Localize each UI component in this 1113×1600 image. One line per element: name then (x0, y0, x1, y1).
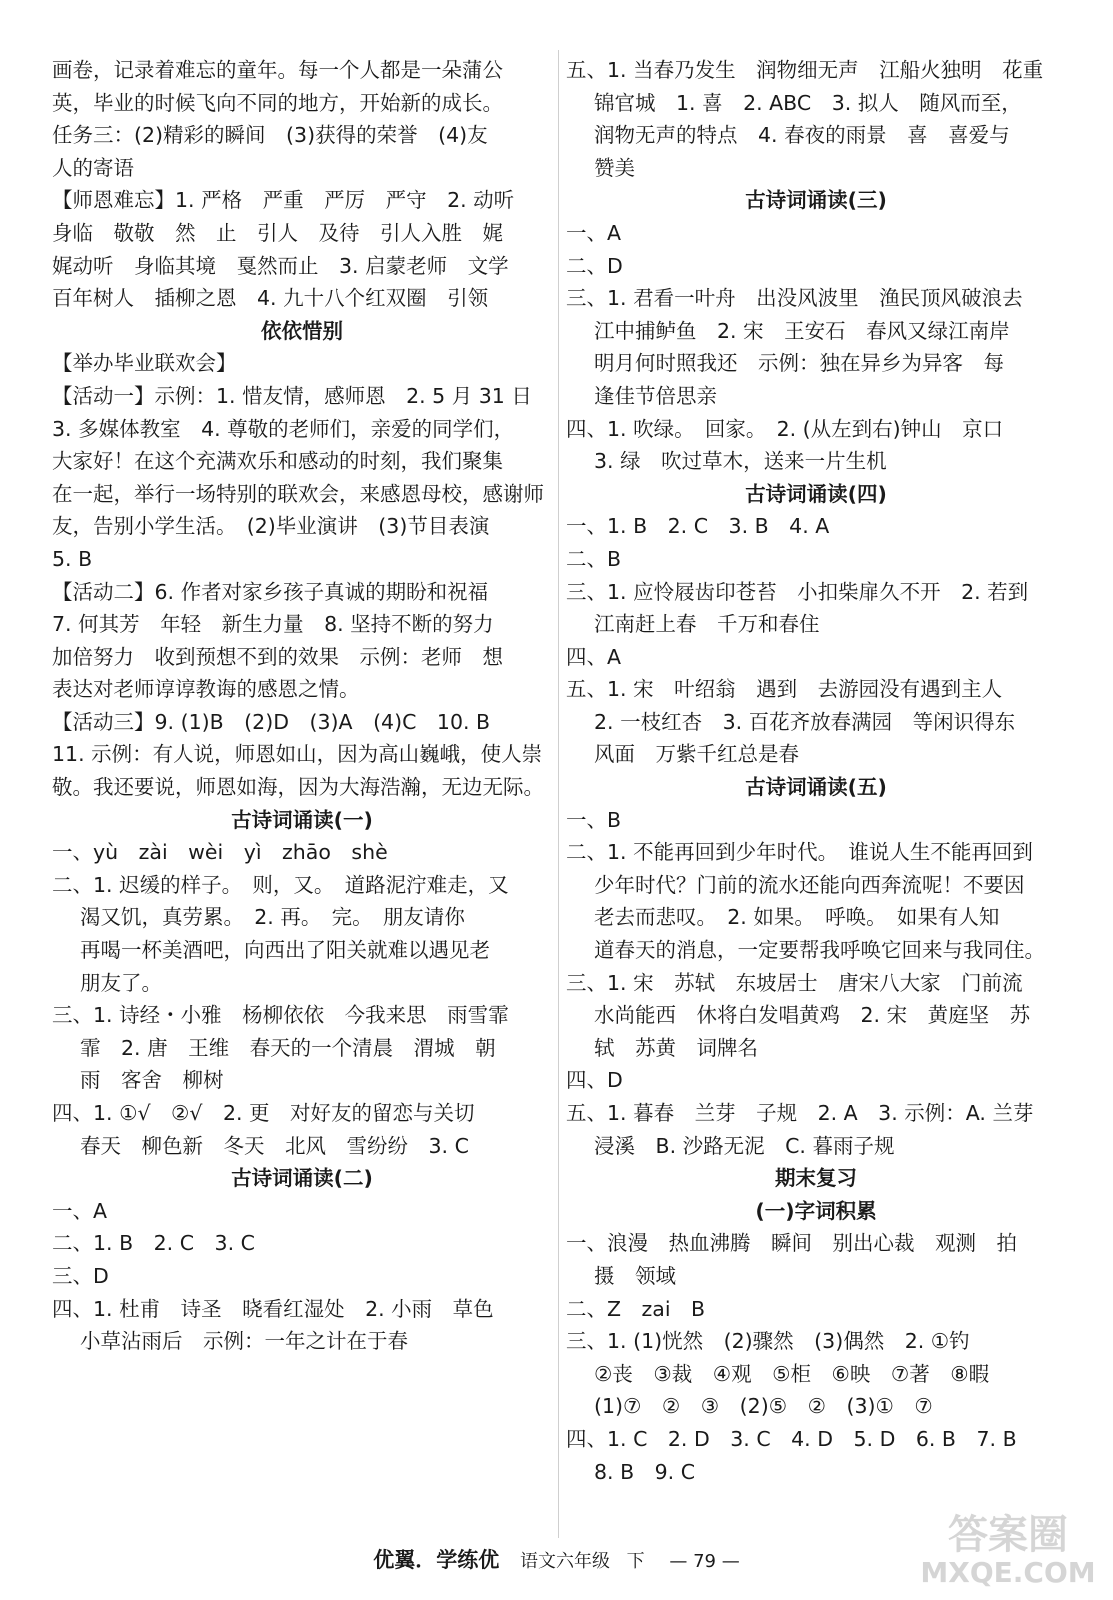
answer-line: 水尚能西 休将白发唱黄鸡 2. 宋 黄庭坚 苏 (594, 1003, 1031, 1028)
answer-line: 【活动一】示例：1. 惜友情，感师恩 2. 5 月 31 日 (52, 383, 532, 408)
answer-line: 加倍努力 收到预想不到的效果 示例：老师 想 (52, 644, 503, 669)
answer-line: 渴又饥，真劳累。 2. 再。 完。 朋友请你 (80, 905, 465, 930)
answer-line: 四、1. ①√ ②√ 2. 更 对好友的留恋与关切 (52, 1101, 475, 1125)
answer-line: 赞美 (594, 155, 635, 180)
answer-line: 二、Z zai B (566, 1296, 706, 1321)
answer-line: 四、D (566, 1068, 623, 1093)
answer-line: 锦官城 1. 喜 2. ABC 3. 拟人 随风而至， (594, 90, 1022, 115)
answer-line: 四、A (566, 644, 622, 669)
answer-line: 【举办毕业联欢会】 (52, 351, 237, 376)
column-divider (558, 50, 559, 1538)
answer-line: 风面 万紫千红总是春 (594, 742, 799, 767)
answer-line: 道春天的消息，一定要帮我呼唤它回来与我同住。 (594, 938, 1045, 963)
answer-line: 四、1. 吹绿。 回家。 2. (从左到右)钟山 京口 (566, 416, 1004, 441)
answer-line: 7. 何其芳 年轻 新生力量 8. 坚持不断的努力 (52, 612, 494, 637)
answer-line: 身临 敬敬 然 止 引人 及待 引人入胜 娓 (52, 220, 503, 245)
answer-line: 在一起，举行一场特别的联欢会，来感恩母校，感谢师 (52, 481, 544, 506)
answer-line: 5. B (52, 546, 93, 571)
answer-line: 雨 客舍 柳树 (80, 1068, 224, 1093)
answer-line: 友，告别小学生活。 (2)毕业演讲 (3)节目表演 (52, 514, 490, 539)
section-heading: 古诗词诵读(三) (745, 188, 887, 213)
answer-line: 【师恩难忘】1. 严格 严重 严厉 严守 2. 动听 (52, 188, 515, 213)
section-heading: 期末复习 (775, 1166, 857, 1191)
answer-line: 江中捕鲈鱼 2. 宋 王安石 春风又绿江南岸 (594, 318, 1010, 343)
answer-line: 娓动听 身临其境 戛然而止 3. 启蒙老师 文学 (52, 253, 509, 278)
answer-line: 五、1. 暮春 兰芽 子规 2. A 3. 示例：A. 兰芽 (566, 1101, 1034, 1125)
answer-line: 再喝一杯美酒吧，向西出了阳关就难以遇见老 (80, 938, 490, 963)
answer-line: 任务三：(2)精彩的瞬间 (3)获得的荣誉 (4)友 (52, 123, 488, 148)
section-heading: 古诗词诵读(一) (231, 807, 373, 832)
answer-line: 润物无声的特点 4. 春夜的雨景 喜 喜爱与 (594, 123, 1010, 148)
footer-subject: 语文六年级 (519, 1551, 610, 1572)
watermark-title: 答案圈 (948, 1512, 1068, 1558)
answer-line: 三、1. 宋 苏轼 东坡居士 唐宋八大家 门前流 (566, 970, 1023, 995)
watermark-url: MXQE.COM (920, 1556, 1096, 1589)
answer-line: 【活动三】9. (1)B (2)D (3)A (4)C 10. B (52, 709, 491, 734)
answer-line: 三、D (52, 1263, 109, 1288)
answer-line: 五、1. 宋 叶绍翁 遇到 去游园没有遇到主人 (566, 677, 1003, 702)
answer-line: 一、1. B 2. C 3. B 4. A (566, 514, 830, 539)
answer-line: 英，毕业的时候飞向不同的地方，开始新的成长。 (52, 90, 503, 115)
answer-line: 二、B (566, 546, 622, 571)
answer-line: 敬。我还要说，师恩如海，因为大海浩瀚，无边无际。 (52, 775, 544, 800)
answer-line: 春天 柳色新 冬天 北风 雪纷纷 3. C (80, 1133, 469, 1158)
answer-line: ②丧 ③裁 ④观 ⑤柜 ⑥映 ⑦著 ⑧暇 (594, 1361, 990, 1386)
answer-line: 大家好！在这个充满欢乐和感动的时刻，我们聚集 (52, 449, 503, 474)
answer-line: 画卷，记录着难忘的童年。每一个人都是一朵蒲公 (52, 58, 503, 82)
answer-line: 轼 苏黄 词牌名 (594, 1035, 758, 1060)
answer-line: 一、A (52, 1198, 108, 1223)
answer-line: 四、1. 杜甫 诗圣 晓看红湿处 2. 小雨 草色 (52, 1296, 494, 1321)
answer-line: 三、1. 诗经・小雅 杨柳依依 今我来思 雨雪霏 (52, 1003, 509, 1028)
answer-line: 霏 2. 唐 王维 春天的一个清晨 渭城 朝 (80, 1035, 496, 1060)
answer-line: 三、1. (1)恍然 (2)骤然 (3)偶然 2. ①钓 (566, 1329, 970, 1354)
answer-line: 二、1. 迟缓的样子。 则，又。 道路泥泞难走，又 (52, 872, 509, 897)
watermark-logo (913, 1500, 1103, 1592)
page-number: — 79 — (669, 1551, 740, 1572)
answer-line: 摄 领域 (594, 1263, 676, 1288)
section-heading: (一)字词积累 (755, 1198, 877, 1223)
section-heading: 古诗词诵读(四) (745, 481, 887, 506)
answer-line: 老去而悲叹。 2. 如果。 呼唤。 如果有人知 (594, 905, 1000, 930)
answer-line: 少年时代？门前的流水还能向西奔流呢！不要因 (594, 872, 1025, 897)
answer-line: 朋友了。 (80, 970, 162, 995)
answer-line: 8. B 9. C (594, 1459, 696, 1484)
answer-line: 一、A (566, 220, 622, 245)
answer-line: 二、D (566, 253, 623, 278)
answer-line: 逢佳节倍思亲 (594, 383, 717, 408)
answer-line: 表达对老师谆谆教诲的感恩之情。 (52, 677, 360, 702)
answer-line: 三、1. 君看一叶舟 出没风波里 渔民顶风破浪去 (566, 286, 1023, 311)
answer-line: 三、1. 应怜屐齿印苍苔 小扣柴扉久不开 2. 若到 (566, 579, 1029, 604)
answer-line: 人的寄语 (52, 155, 134, 180)
answer-line: (1)⑦ ② ③ (2)⑤ ② (3)① ⑦ (594, 1394, 933, 1419)
answer-line: 江南赶上春 千万和春住 (594, 612, 820, 637)
answer-line: 五、1. 当春乃发生 润物细无声 江船火独明 花重 (566, 58, 1044, 82)
answer-line: 四、1. C 2. D 3. C 4. D 5. D 6. B 7. B (566, 1426, 1017, 1451)
answer-line: 一、浪漫 热血沸腾 瞬间 别出心裁 观测 拍 (566, 1231, 1017, 1256)
footer-volume: 下 (626, 1551, 645, 1572)
left-column (52, 54, 552, 1358)
footer-brand: 优翼．学练优 (373, 1548, 500, 1572)
answer-line: 浸溪 B. 沙路无泥 C. 暮雨子规 (594, 1133, 895, 1158)
answer-line: 3. 绿 吹过草木，送来一片生机 (594, 449, 887, 474)
answer-line: 二、1. 不能再回到少年时代。 谁说人生不能再回到 (566, 840, 1033, 865)
answer-line: 二、1. B 2. C 3. C (52, 1231, 255, 1256)
answer-line: 一、B (566, 807, 622, 832)
section-heading: 依依惜别 (261, 318, 343, 343)
section-heading: 古诗词诵读(五) (745, 775, 887, 800)
answer-line: 2. 一枝红杏 3. 百花齐放春满园 等闲识得东 (594, 709, 1016, 734)
right-column (566, 54, 1066, 1488)
answer-line: 百年树人 插柳之恩 4. 九十八个红双圈 引领 (52, 286, 489, 311)
answer-line: 11. 示例：有人说，师恩如山，因为高山巍峨，使人崇 (52, 742, 543, 767)
answer-line: 一、yù zài wèi yì zhāo shè (52, 840, 388, 865)
section-heading: 古诗词诵读(二) (231, 1166, 373, 1191)
answer-line: 小草沾雨后 示例：一年之计在于春 (80, 1329, 408, 1354)
answer-line: 3. 多媒体教室 4. 尊敬的老师们，亲爱的同学们， (52, 416, 515, 441)
answer-line: 【活动二】6. 作者对家乡孩子真诚的期盼和祝福 (52, 579, 489, 604)
answer-line: 明月何时照我还 示例：独在异乡为异客 每 (594, 351, 1004, 376)
